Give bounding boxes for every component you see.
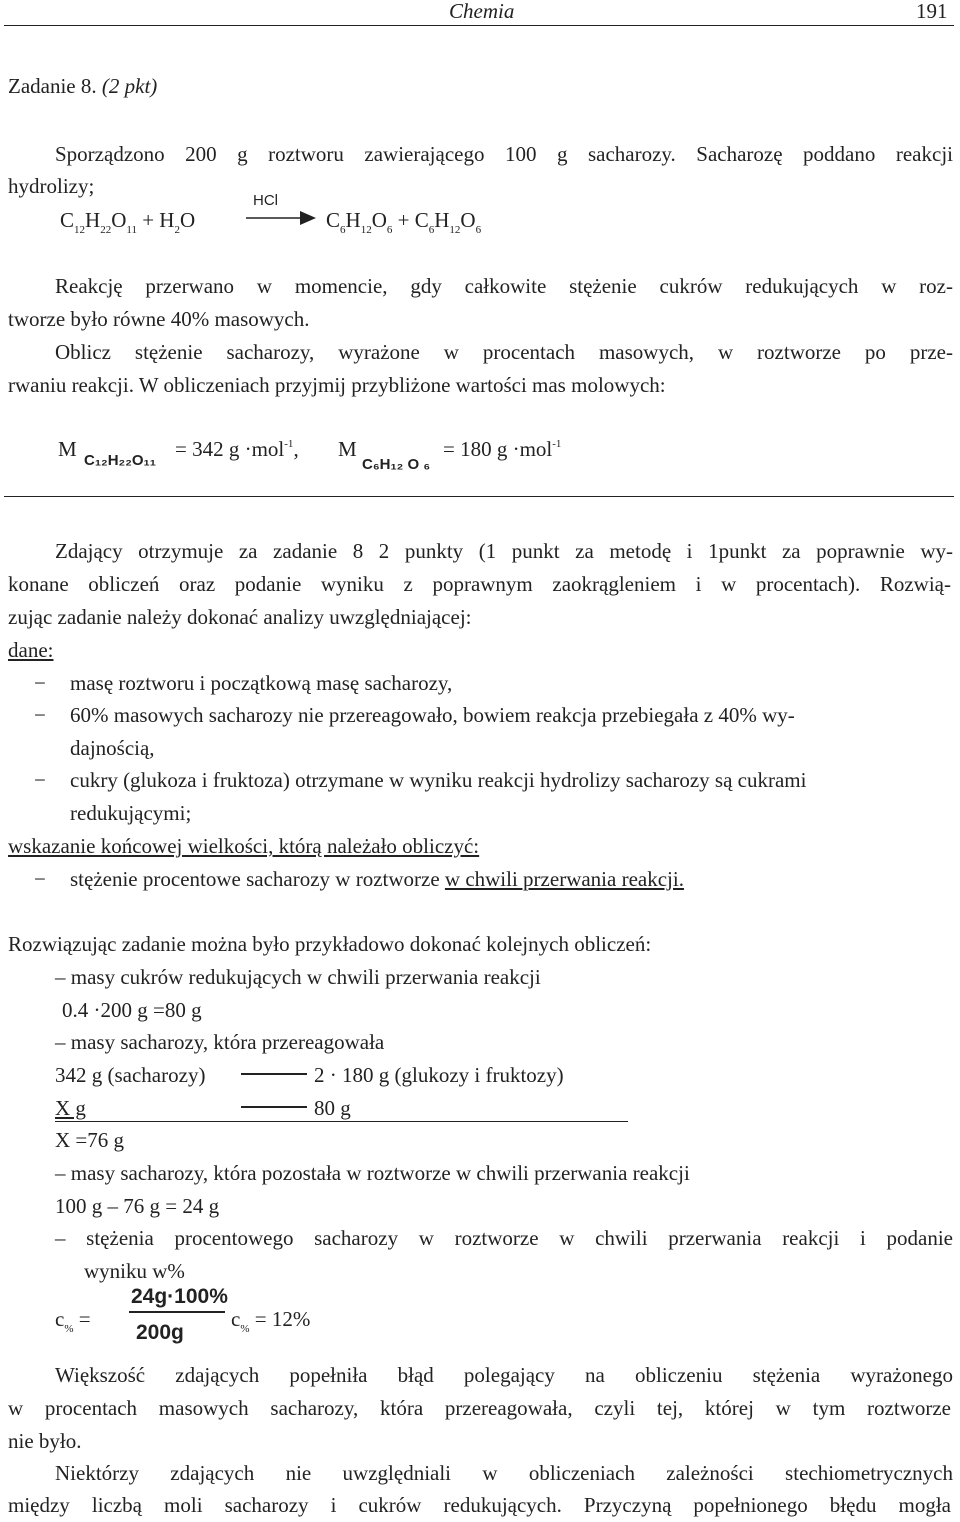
concentration-symbol: $c_{\%}$ =: [55, 1307, 91, 1335]
fraction-denominator: 200g: [136, 1321, 184, 1344]
molar-mass-2-value: = 180 g ·mol$^{-1}$: [443, 437, 562, 461]
task-para2-line1: Reakcję przerwano w momencie, gdy całkowite stężenie cukrów redukujących w roz-: [55, 274, 953, 298]
molar-mass-1-symbol: M: [58, 437, 77, 461]
given-item-2: − 60% masowych sacharozy nie przereagowało, bowiem reakcja przebiegała z 40% wy-: [34, 703, 795, 727]
proportion-line1-right: 2 · 180 g (glukozy i fruktozy): [314, 1063, 564, 1087]
page-number: 191: [916, 0, 948, 23]
solution-step4: – stężenia procentowego sacharozy w roztworze w chwili przerwania reakcji i podanie: [55, 1226, 953, 1250]
reaction-arrow-icon: [246, 211, 316, 225]
solution-step1: – masy cukrów redukujących w chwili przerwania reakcji: [55, 965, 541, 989]
target-label: wskazanie końcowej wielkości, którą należało obliczyć:: [8, 834, 480, 858]
commentary-line2: konane obliczeń oraz podanie wyniku z poprawnym zaokrągleniem i w procentach). Rozwią-: [8, 572, 951, 596]
task-para3-line2: rwaniu reakcji. W obliczeniach przyjmij przybliżone wartości mas molowych:: [8, 373, 666, 397]
proportion-line2-left: X g: [55, 1096, 86, 1120]
proportion-line2-right: 80 g: [314, 1096, 351, 1120]
task-title: Zadanie 8.: [8, 74, 97, 98]
commentary-line1: Zdający otrzymuje za zadanie 8 2 punkty (1 punkt za metodę i 1punkt za poprawnie wy-: [55, 539, 953, 563]
proportion-arrow-1: [241, 1073, 307, 1075]
reaction-products: $C_6H_{12}O_6 + C_6H_{12}O_6$: [326, 208, 482, 236]
solution-step4-cont: wyniku w%: [84, 1259, 185, 1283]
closing-p1-line1: Większość zdających popełniła błąd polegający na obliczeniu stężenia wyrażonego: [55, 1363, 953, 1387]
given-item-2-cont: dajnością,: [70, 736, 155, 760]
molar-mass-2-formula: C₆H₁₂ O ₆: [362, 456, 431, 473]
section-divider: [4, 496, 954, 497]
closing-p1-line2: w procentach masowych sacharozy, która przereagowała, czyli tej, której w tym roztworze: [8, 1396, 951, 1420]
proportion-arrow-2: [241, 1106, 307, 1108]
molar-mass-1-value: = 342 g ·mol$^{-1}$,: [175, 437, 299, 461]
task-points: (2 pkt): [101, 74, 158, 98]
reaction-catalyst-label: HCl: [253, 192, 278, 209]
closing-p1-line3: nie było.: [8, 1429, 82, 1453]
task-intro-line2: hydrolizy;: [8, 174, 95, 198]
fraction-bar: [129, 1311, 225, 1313]
solution-step3: – masy sacharozy, która pozostała w roztworze w chwili przerwania reakcji: [55, 1161, 690, 1185]
given-item-3: − cukry (glukoza i fruktoza) otrzymane w wyniku reakcji hydrolizy sacharozy są cukrami: [34, 768, 807, 792]
reaction-reactants: $C_{12}H_{22}O_{11} + H_2O$: [60, 208, 196, 236]
running-header-title: Chemia: [449, 0, 515, 23]
proportion-underline: [55, 1121, 628, 1122]
task-para2-line2: tworze było równe 40% masowych.: [8, 307, 310, 331]
solution-step1-calc: 0.4 ·200 g =80 g: [62, 998, 202, 1022]
proportion-line1-left: 342 g (sacharozy): [55, 1063, 206, 1087]
commentary-line3: zując zadanie należy dokonać analizy uwzględniającej:: [8, 605, 472, 629]
closing-p2-line1: Niektórzy zdających nie uwzględniali w obliczeniach zależności stechiometrycznych: [55, 1461, 953, 1485]
closing-p2-line2: między liczbą moli sacharozy i cukrów redukujących. Przyczyną popełnionego błędu mogła: [8, 1493, 951, 1517]
concentration-result: $c_{\%} = 12\%$: [231, 1307, 311, 1335]
proportion-result: X =76 g: [55, 1128, 125, 1152]
fraction-numerator: 24g·100%: [131, 1285, 228, 1308]
task-para3-line1: Oblicz stężenie sacharozy, wyrażone w procentach masowych, w roztworze po prze-: [55, 340, 953, 364]
task-intro-line1: Sporządzono 200 g roztworu zawierającego 100 g sacharozy. Sacharozę poddano reakcji: [55, 142, 953, 166]
given-data-label: dane:: [8, 638, 54, 662]
solution-intro: Rozwiązując zadanie można było przykładowo dokonać kolejnych obliczeń:: [8, 932, 652, 956]
molar-mass-1-formula: C₁₂H₂₂O₁₁: [84, 452, 156, 469]
solution-step3-calc: 100 g – 76 g = 24 g: [55, 1194, 220, 1218]
given-item-3-cont: redukującymi;: [70, 801, 192, 825]
solution-step2: – masy sacharozy, która przereagowała: [55, 1030, 385, 1054]
target-item: − stężenie procentowe sacharozy w roztworze w chwili przerwania reakcji.: [34, 867, 684, 891]
task-heading: [8, 73, 157, 99]
header-rule: [4, 25, 954, 26]
molar-mass-2-symbol: M: [338, 437, 357, 461]
given-item-1: − masę roztworu i początkową masę sacharozy,: [34, 671, 453, 695]
